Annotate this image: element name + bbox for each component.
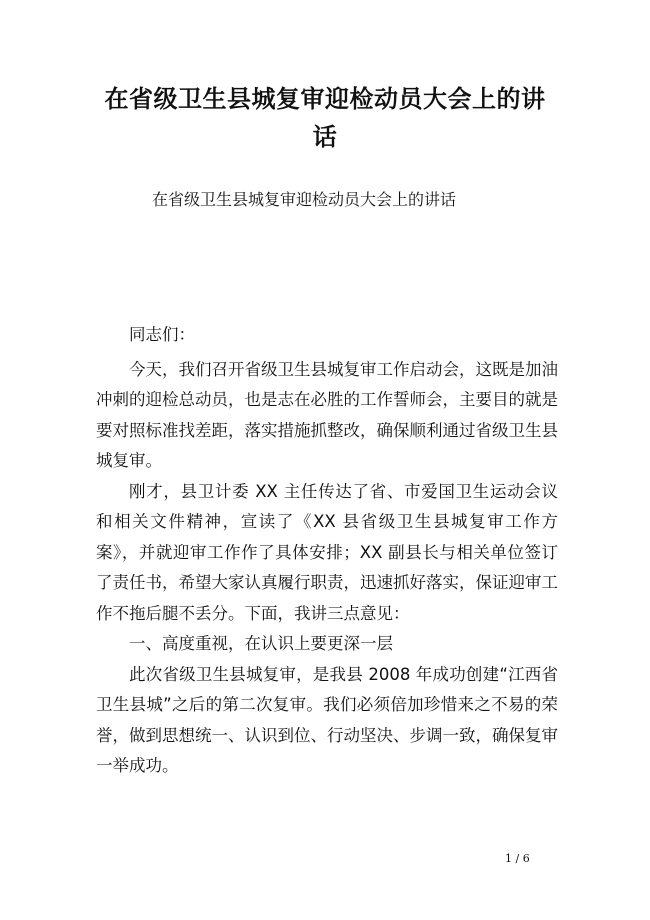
page-number: 1 / 6 bbox=[505, 852, 530, 865]
section-heading: 一、高度重视，在认识上要更深一层 bbox=[129, 634, 393, 653]
context-paragraph: 刚才，县卫计委 XX 主任传达了省、市爱国卫生运动会议和相关文件精神，宣读了《XX 县省级卫生县城复审工作方案》，并就迎审工作作了具体安排；XX 副县长与相关单位签订了责任书，希望大家认真履行职责，迅速抓好落实，保证迎审工作不拖后腿不丢分。下面，我讲三点意见： bbox=[96, 481, 558, 623]
greeting-paragraph: 同志们： bbox=[129, 325, 195, 344]
document-body bbox=[96, 320, 558, 782]
opening-paragraph: 今天，我们召开省级卫生县城复审工作启动会，这既是加油冲刺的迎检总动员，也是志在必胜的工作誓师会，主要目的就是要对照标准找差距，落实措施抓整改，确保顺利通过省级卫生县城复审。 bbox=[96, 359, 558, 470]
document-title: 在省级卫生县城复审迎检动员大会上的讲话 bbox=[104, 85, 546, 151]
section-paragraph: 此次省级卫生县城复审，是我县 2008 年成功创建“江西省卫生县城”之后的第二次复审。我们必须倍加珍惜来之不易的荣誉，做到思想统一、认识到位、行动坚决、步调一致，确保复审一举成功。 bbox=[96, 664, 558, 775]
document-subtitle: 在省级卫生县城复审迎检动员大会上的讲话 bbox=[152, 190, 457, 209]
